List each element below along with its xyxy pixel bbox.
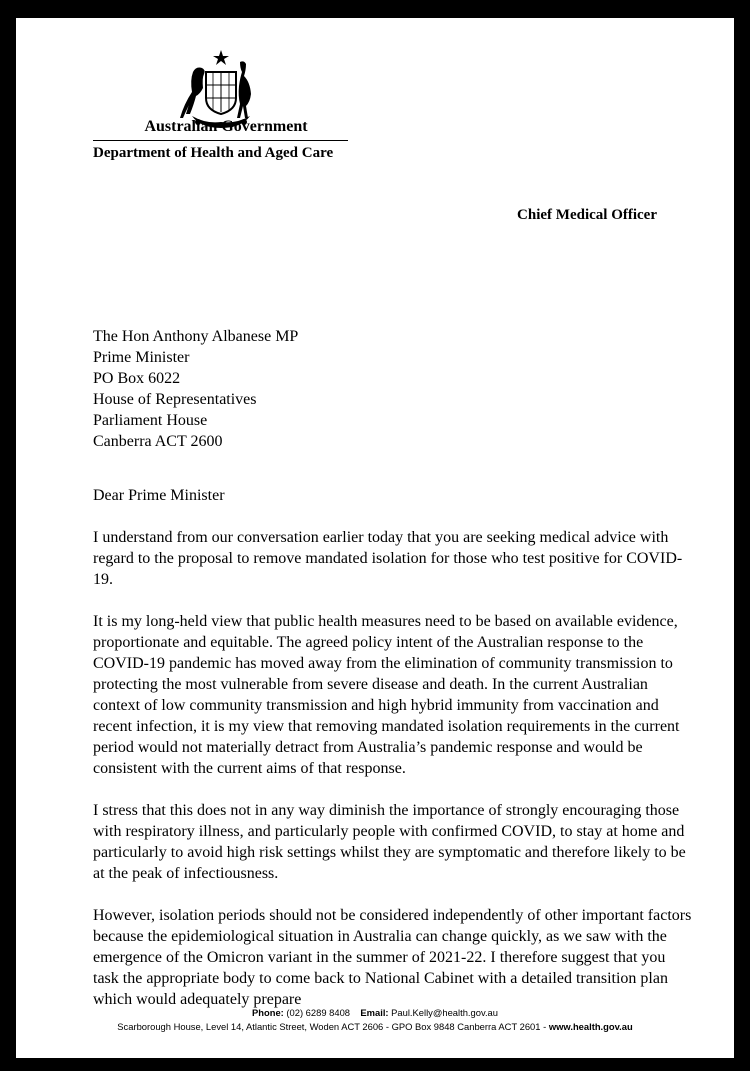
footer-contact-row	[16, 1006, 734, 1020]
paragraph: However, isolation periods should not be considered independently of other important factors because the epidemiological situation in Australia can change quickly, as we saw with the emergence of the Omicron variant in the summer of 2021-22. I therefore suggest that you task the appropriate body to come back to National Cabinet with a detailed transition plan which would adequately prepare	[93, 907, 692, 1008]
address-line: Canberra ACT 2600	[93, 433, 223, 450]
paragraph: It is my long-held view that public health measures need to be based on available evidence, proportionate and equitable. The agreed policy intent of the Australian response to the COVID-19 pandemic has moved away from the elimination of community transmission to protecting the most vulnerable from severe disease and death. In the current Australian context of low community transmission and high hybrid immunity from vaccination and recent infection, it is my view that removing mandated isolation requirements in the current period would not materially detract from Australia’s pandemic response and would be consistent with the current aims of that response.	[93, 613, 680, 777]
website-link[interactable]: www.health.gov.au	[548, 1021, 633, 1032]
department-name: Department of Health and Aged Care	[93, 145, 334, 161]
email-label: Email:	[360, 1007, 389, 1018]
email-address: Paul.Kelly@health.gov.au	[391, 1007, 498, 1018]
letter-body	[93, 485, 693, 1031]
postal-address: Scarborough House, Level 14, Atlantic Street, Woden ACT 2606 - GPO Box 9848 Canberra ACT 2601 -	[117, 1021, 547, 1032]
phone-number: (02) 6289 8408	[286, 1007, 350, 1018]
address-line: Parliament House	[93, 412, 208, 429]
office-title: Chief Medical Officer	[517, 207, 657, 223]
paragraph: I stress that this does not in any way diminish the importance of strongly encouraging those with respiratory illness, and particularly people with confirmed COVID, to stay at home and particularly to avoid high risk settings whilst they are symptomatic and therefore likely to be at the peak of infectiousness.	[93, 802, 686, 882]
letter-footer	[16, 1006, 734, 1034]
recipient-address	[93, 326, 298, 452]
paragraph: I understand from our conversation earlier today that you are seeking medical advice with regard to the proposal to remove mandated isolation for those who test positive for COVID-19.	[93, 529, 683, 588]
phone-label: Phone:	[252, 1007, 284, 1018]
letter-page	[16, 18, 734, 1058]
address-line: The Hon Anthony Albanese MP	[93, 328, 299, 345]
footer-address-row	[16, 1020, 734, 1034]
government-name: Australian Government	[144, 118, 308, 135]
address-line: Prime Minister	[93, 349, 190, 366]
salutation: Dear Prime Minister	[93, 487, 225, 504]
address-line: PO Box 6022	[93, 370, 181, 387]
address-line: House of Representatives	[93, 391, 257, 408]
letterhead-divider	[93, 140, 348, 141]
